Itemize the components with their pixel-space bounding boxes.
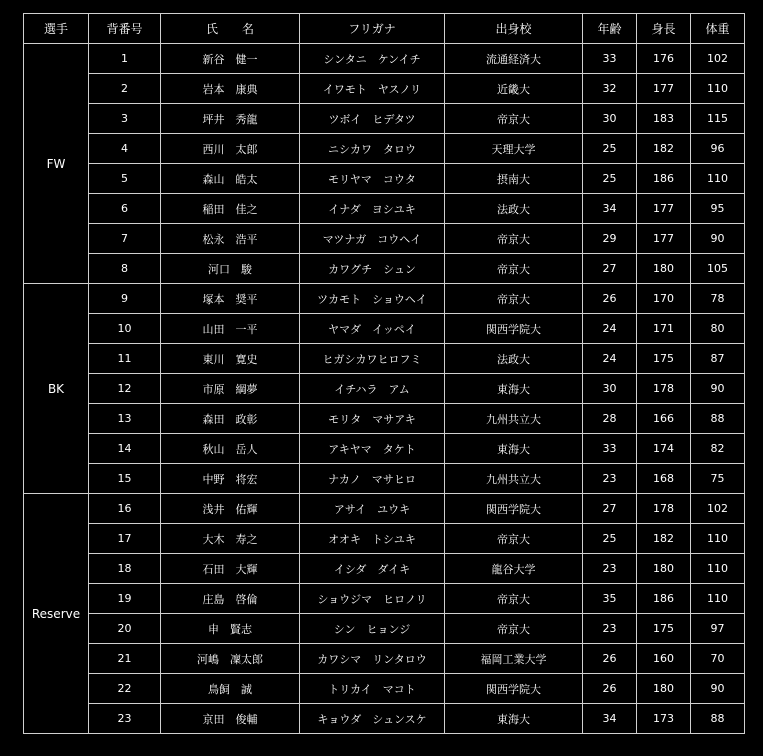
table-row xyxy=(24,524,745,554)
player-age: 23 xyxy=(583,464,637,494)
player-height: 178 xyxy=(637,494,691,524)
player-name: 森田 政彰 xyxy=(161,404,300,434)
player-name: 岩本 康典 xyxy=(161,74,300,104)
player-name: 大木 寿之 xyxy=(161,524,300,554)
player-number: 9 xyxy=(89,284,161,314)
player-school: 帝京大 xyxy=(445,614,583,644)
player-age: 24 xyxy=(583,344,637,374)
player-furigana: シン ヒョンジ xyxy=(300,614,445,644)
player-height: 160 xyxy=(637,644,691,674)
player-school: 帝京大 xyxy=(445,254,583,284)
player-weight: 82 xyxy=(691,434,745,464)
player-age: 34 xyxy=(583,194,637,224)
player-school: 帝京大 xyxy=(445,284,583,314)
player-name: 河口 駿 xyxy=(161,254,300,284)
table-row xyxy=(24,74,745,104)
player-furigana: イナダ ヨシユキ xyxy=(300,194,445,224)
player-age: 29 xyxy=(583,224,637,254)
table-row xyxy=(24,284,745,314)
player-weight: 90 xyxy=(691,674,745,704)
player-number: 10 xyxy=(89,314,161,344)
player-furigana: ヒガシカワヒロフミ xyxy=(300,344,445,374)
player-age: 24 xyxy=(583,314,637,344)
player-weight: 110 xyxy=(691,164,745,194)
player-school: 帝京大 xyxy=(445,584,583,614)
player-height: 175 xyxy=(637,344,691,374)
player-number: 23 xyxy=(89,704,161,734)
table-row xyxy=(24,644,745,674)
player-weight: 90 xyxy=(691,224,745,254)
player-age: 30 xyxy=(583,374,637,404)
table-row xyxy=(24,404,745,434)
header-row xyxy=(24,14,745,44)
player-age: 30 xyxy=(583,104,637,134)
player-school: 帝京大 xyxy=(445,524,583,554)
player-weight: 88 xyxy=(691,704,745,734)
player-number: 8 xyxy=(89,254,161,284)
player-number: 11 xyxy=(89,344,161,374)
player-weight: 96 xyxy=(691,134,745,164)
player-furigana: シンタニ ケンイチ xyxy=(300,44,445,74)
player-weight: 70 xyxy=(691,644,745,674)
player-age: 26 xyxy=(583,644,637,674)
player-age: 23 xyxy=(583,554,637,584)
table-row xyxy=(24,614,745,644)
player-age: 33 xyxy=(583,44,637,74)
player-age: 28 xyxy=(583,404,637,434)
player-furigana: アサイ ユウキ xyxy=(300,494,445,524)
player-height: 178 xyxy=(637,374,691,404)
table-row xyxy=(24,584,745,614)
header-height: 身長 xyxy=(637,14,691,44)
player-weight: 88 xyxy=(691,404,745,434)
player-height: 168 xyxy=(637,464,691,494)
player-name: 新谷 健一 xyxy=(161,44,300,74)
table-row xyxy=(24,674,745,704)
player-name: 塚本 奨平 xyxy=(161,284,300,314)
player-weight: 110 xyxy=(691,554,745,584)
player-furigana: トリカイ マコト xyxy=(300,674,445,704)
player-school: 法政大 xyxy=(445,194,583,224)
player-school: 九州共立大 xyxy=(445,404,583,434)
player-height: 183 xyxy=(637,104,691,134)
player-number: 7 xyxy=(89,224,161,254)
player-furigana: ツボイ ヒデタツ xyxy=(300,104,445,134)
player-number: 12 xyxy=(89,374,161,404)
table-row xyxy=(24,194,745,224)
player-height: 177 xyxy=(637,194,691,224)
table-row xyxy=(24,434,745,464)
player-height: 173 xyxy=(637,704,691,734)
header-weight: 体重 xyxy=(691,14,745,44)
player-weight: 110 xyxy=(691,584,745,614)
player-weight: 87 xyxy=(691,344,745,374)
player-number: 4 xyxy=(89,134,161,164)
player-height: 174 xyxy=(637,434,691,464)
player-furigana: カワグチ シュン xyxy=(300,254,445,284)
player-weight: 105 xyxy=(691,254,745,284)
player-name: 市原 綱夢 xyxy=(161,374,300,404)
player-school: 龍谷大学 xyxy=(445,554,583,584)
header-furigana: フリガナ xyxy=(300,14,445,44)
player-furigana: ツカモト ショウヘイ xyxy=(300,284,445,314)
player-age: 35 xyxy=(583,584,637,614)
player-name: 坪井 秀龍 xyxy=(161,104,300,134)
player-school: 九州共立大 xyxy=(445,464,583,494)
player-age: 26 xyxy=(583,674,637,704)
player-weight: 102 xyxy=(691,494,745,524)
player-furigana: モリヤマ コウタ xyxy=(300,164,445,194)
player-height: 177 xyxy=(637,224,691,254)
player-number: 5 xyxy=(89,164,161,194)
player-name: 秋山 岳人 xyxy=(161,434,300,464)
player-name: 山田 一平 xyxy=(161,314,300,344)
player-height: 186 xyxy=(637,584,691,614)
player-furigana: マツナガ コウヘイ xyxy=(300,224,445,254)
player-school: 流通経済大 xyxy=(445,44,583,74)
player-age: 26 xyxy=(583,284,637,314)
player-number: 2 xyxy=(89,74,161,104)
table-row xyxy=(24,374,745,404)
player-height: 170 xyxy=(637,284,691,314)
player-name: 石田 大輝 xyxy=(161,554,300,584)
player-school: 帝京大 xyxy=(445,104,583,134)
player-name: 鳥飼 誠 xyxy=(161,674,300,704)
player-school: 近畿大 xyxy=(445,74,583,104)
table-row xyxy=(24,164,745,194)
player-number: 20 xyxy=(89,614,161,644)
player-weight: 102 xyxy=(691,44,745,74)
position-group-label: Reserve xyxy=(24,494,89,734)
player-furigana: カワシマ リンタロウ xyxy=(300,644,445,674)
table-row xyxy=(24,314,745,344)
player-name: 浅井 佑輝 xyxy=(161,494,300,524)
table-row xyxy=(24,44,745,74)
player-furigana: イチハラ アム xyxy=(300,374,445,404)
player-school: 福岡工業大学 xyxy=(445,644,583,674)
player-height: 180 xyxy=(637,674,691,704)
table-row xyxy=(24,224,745,254)
player-furigana: モリタ マサアキ xyxy=(300,404,445,434)
player-height: 176 xyxy=(637,44,691,74)
header-number: 背番号 xyxy=(89,14,161,44)
player-height: 180 xyxy=(637,254,691,284)
header-name: 氏 名 xyxy=(161,14,300,44)
table-row xyxy=(24,464,745,494)
table-row xyxy=(24,104,745,134)
table-row xyxy=(24,494,745,524)
player-school: 東海大 xyxy=(445,434,583,464)
player-name: 中野 将宏 xyxy=(161,464,300,494)
player-age: 27 xyxy=(583,494,637,524)
table-row xyxy=(24,344,745,374)
player-age: 23 xyxy=(583,614,637,644)
player-height: 177 xyxy=(637,74,691,104)
player-age: 25 xyxy=(583,524,637,554)
player-name: 京田 俊輔 xyxy=(161,704,300,734)
player-height: 186 xyxy=(637,164,691,194)
player-furigana: イワモト ヤスノリ xyxy=(300,74,445,104)
player-height: 182 xyxy=(637,134,691,164)
player-height: 166 xyxy=(637,404,691,434)
player-furigana: イシダ ダイキ xyxy=(300,554,445,584)
player-weight: 115 xyxy=(691,104,745,134)
table-row xyxy=(24,554,745,584)
roster-table xyxy=(23,13,745,734)
player-school: 東海大 xyxy=(445,374,583,404)
player-number: 15 xyxy=(89,464,161,494)
player-name: 庄島 啓倫 xyxy=(161,584,300,614)
player-number: 22 xyxy=(89,674,161,704)
player-name: 申 賢志 xyxy=(161,614,300,644)
player-furigana: ナカノ マサヒロ xyxy=(300,464,445,494)
player-number: 16 xyxy=(89,494,161,524)
player-name: 東川 寛史 xyxy=(161,344,300,374)
player-school: 天理大学 xyxy=(445,134,583,164)
player-school: 帝京大 xyxy=(445,224,583,254)
player-name: 森山 皓太 xyxy=(161,164,300,194)
player-weight: 97 xyxy=(691,614,745,644)
player-number: 3 xyxy=(89,104,161,134)
player-weight: 110 xyxy=(691,74,745,104)
player-weight: 75 xyxy=(691,464,745,494)
player-number: 14 xyxy=(89,434,161,464)
player-age: 25 xyxy=(583,134,637,164)
player-furigana: キョウダ シュンスケ xyxy=(300,704,445,734)
player-age: 33 xyxy=(583,434,637,464)
player-weight: 80 xyxy=(691,314,745,344)
player-number: 13 xyxy=(89,404,161,434)
player-weight: 95 xyxy=(691,194,745,224)
player-age: 34 xyxy=(583,704,637,734)
player-school: 関西学院大 xyxy=(445,674,583,704)
player-furigana: オオキ トシユキ xyxy=(300,524,445,554)
position-group-label: FW xyxy=(24,44,89,284)
player-name: 河嶋 凜太郎 xyxy=(161,644,300,674)
player-age: 25 xyxy=(583,164,637,194)
table-row xyxy=(24,134,745,164)
player-age: 32 xyxy=(583,74,637,104)
header-position: 選手 xyxy=(24,14,89,44)
roster-body xyxy=(24,44,745,734)
player-height: 175 xyxy=(637,614,691,644)
position-group-label: BK xyxy=(24,284,89,494)
player-school: 関西学院大 xyxy=(445,314,583,344)
player-furigana: ヤマダ イッペイ xyxy=(300,314,445,344)
player-height: 182 xyxy=(637,524,691,554)
player-school: 関西学院大 xyxy=(445,494,583,524)
player-height: 180 xyxy=(637,554,691,584)
player-furigana: ニシカワ タロウ xyxy=(300,134,445,164)
table-row xyxy=(24,704,745,734)
player-school: 摂南大 xyxy=(445,164,583,194)
player-school: 法政大 xyxy=(445,344,583,374)
player-age: 27 xyxy=(583,254,637,284)
player-name: 松永 浩平 xyxy=(161,224,300,254)
player-furigana: アキヤマ タケト xyxy=(300,434,445,464)
player-school: 東海大 xyxy=(445,704,583,734)
player-weight: 90 xyxy=(691,374,745,404)
player-furigana: ショウジマ ヒロノリ xyxy=(300,584,445,614)
player-name: 西川 太郎 xyxy=(161,134,300,164)
header-age: 年齢 xyxy=(583,14,637,44)
player-number: 6 xyxy=(89,194,161,224)
player-number: 18 xyxy=(89,554,161,584)
player-weight: 78 xyxy=(691,284,745,314)
player-number: 17 xyxy=(89,524,161,554)
player-weight: 110 xyxy=(691,524,745,554)
player-number: 1 xyxy=(89,44,161,74)
table-row xyxy=(24,254,745,284)
player-name: 稲田 佳之 xyxy=(161,194,300,224)
header-school: 出身校 xyxy=(445,14,583,44)
player-number: 19 xyxy=(89,584,161,614)
player-height: 171 xyxy=(637,314,691,344)
player-number: 21 xyxy=(89,644,161,674)
